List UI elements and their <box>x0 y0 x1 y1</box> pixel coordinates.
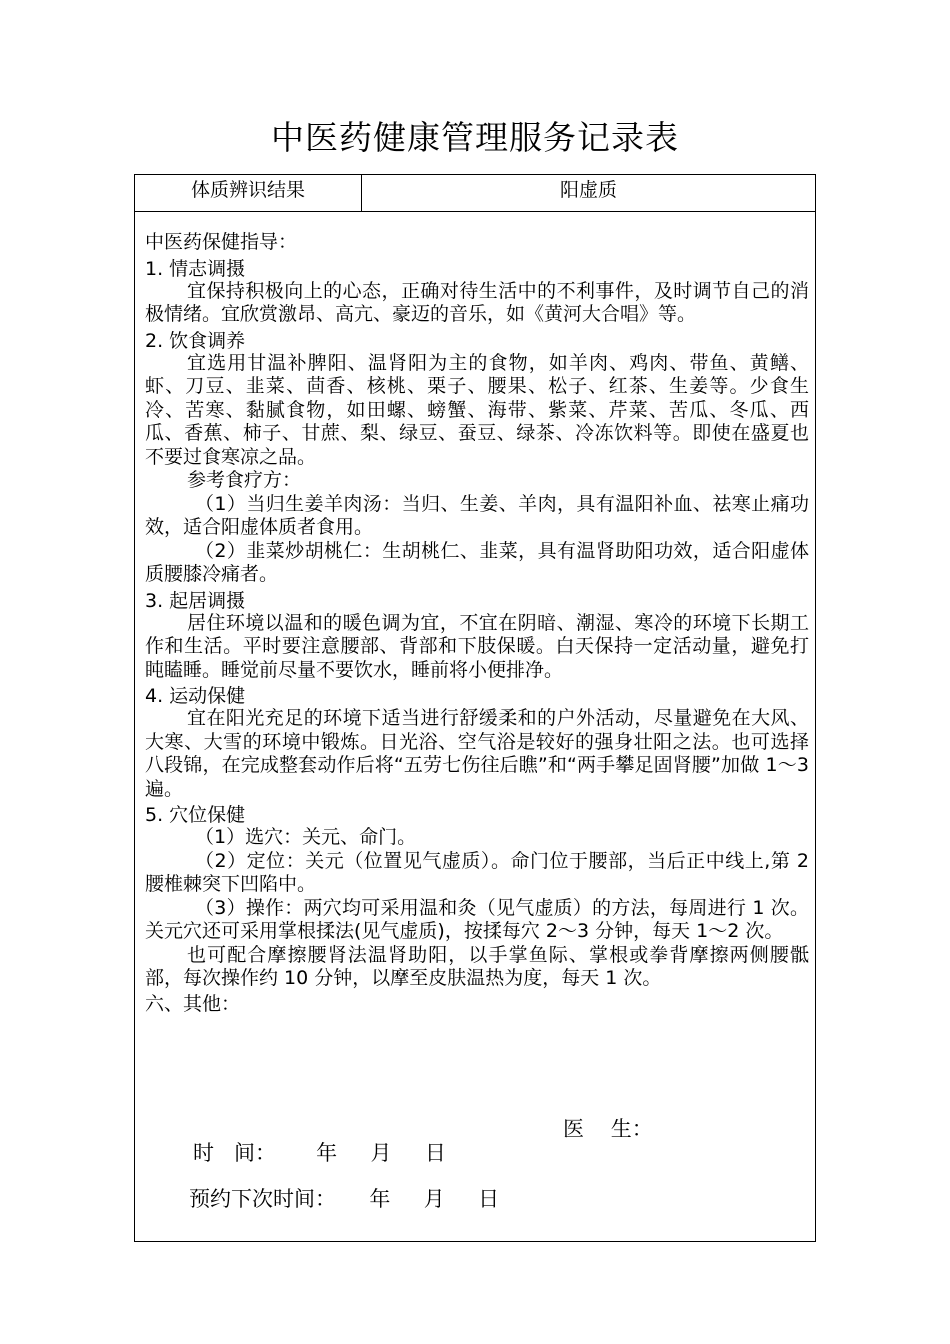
recipe-2: （2）韭菜炒胡桃仁：生胡桃仁、韭菜，具有温肾助阳功效，适合阳虚体质腰膝冷痛者。 <box>145 539 809 585</box>
constitution-result-label: 体质辨识结果 <box>135 175 362 211</box>
section-3-text: 居住环境以温和的暖色调为宜，不宜在阴暗、潮湿、寒冷的环境下长期工作和生活。平时要注意腰部、背部和下肢保暖。白天保持一定活动量，避免打盹瞌睡。睡觉前尽量不要饮水，睡前将小便排净。 <box>145 611 809 681</box>
acupoint-location: （2）定位：关元（位置见气虚质）。命门位于腰部，当后正中线上,第 2 腰椎棘突下凹陷中。 <box>145 849 809 895</box>
page-title: 中医药健康管理服务记录表 <box>271 118 679 157</box>
acupoint-selection: （1）选穴：关元、命门。 <box>195 826 417 848</box>
doctor-signature-label: 医 生： <box>563 1117 653 1141</box>
section-3-title: 3. 起居调摄 <box>145 589 246 612</box>
other-label: 六、其他： <box>145 992 241 1015</box>
acupoint-operation: （3）操作：两穴均可采用温和灸（见气虚质）的方法，每周进行 1 次。关元穴还可采用掌根揉法(见气虚质)，按揉每穴 2～3 分钟，每天 1～2 次。 <box>145 896 809 942</box>
section-2-title: 2. 饮食调养 <box>145 329 246 352</box>
section-5-title: 5. 穴位保健 <box>145 804 246 826</box>
recipe-heading: 参考食疗方： <box>187 469 302 491</box>
section-4-text: 宜在阳光充足的环境下适当进行舒缓柔和的户外活动，尽量避免在大风、大寒、大雪的环境中锻炼。日光浴、空气浴是较好的强身壮阳之法。也可选择八段锦，在完成整套动作后将“五劳七伤往后瞧”和“两手攀足固肾腰”加做 1～3 遍。 <box>145 707 809 800</box>
guidance-heading: 中医药保健指导： <box>145 231 298 253</box>
waist-rubbing-method: 也可配合摩擦腰肾法温肾助阳，以手掌鱼际、掌根或拳背摩擦两侧腰骶部，每次操作约 10 分钟，以摩至皮肤温热为度，每天 1 次。 <box>145 943 809 989</box>
section-2-text: 宜选用甘温补脾阳、温肾阳为主的食物，如羊肉、鸡肉、带鱼、黄鳝、虾、刀豆、韭菜、茴香、核桃、栗子、腰果、松子、红茶、生姜等。少食生冷、苦寒、黏腻食物，如田螺、螃蟹、海带、紫菜、芹菜、苦瓜、冬瓜、西瓜、香蕉、柿子、甘蔗、梨、绿豆、蚕豆、绿茶、冷冻饮料等。即使在盛夏也不要过食寒凉之品。 <box>145 351 809 468</box>
constitution-result-row <box>135 175 815 212</box>
next-appointment-label: 预约下次时间： 年 月 日 <box>189 1187 500 1211</box>
recipe-1: （1）当归生姜羊肉汤：当归、生姜、羊肉，具有温阳补血、祛寒止痛功效，适合阳虚体质者食用。 <box>145 492 809 538</box>
constitution-result-value: 阳虚质 <box>559 179 617 201</box>
section-1-text: 宜保持积极向上的心态，正确对待生活中的不利事件，及时调节自己的消极情绪。宜欣赏激昂、高亢、豪迈的音乐，如《黄河大合唱》等。 <box>145 279 809 325</box>
section-4-title: 4. 运动保健 <box>145 685 246 707</box>
section-1-title: 1. 情志调摄 <box>145 257 246 280</box>
record-table <box>134 174 816 1242</box>
visit-time-label: 时 间： 年 月 日 <box>193 1141 446 1165</box>
guidance-content <box>145 231 809 1016</box>
